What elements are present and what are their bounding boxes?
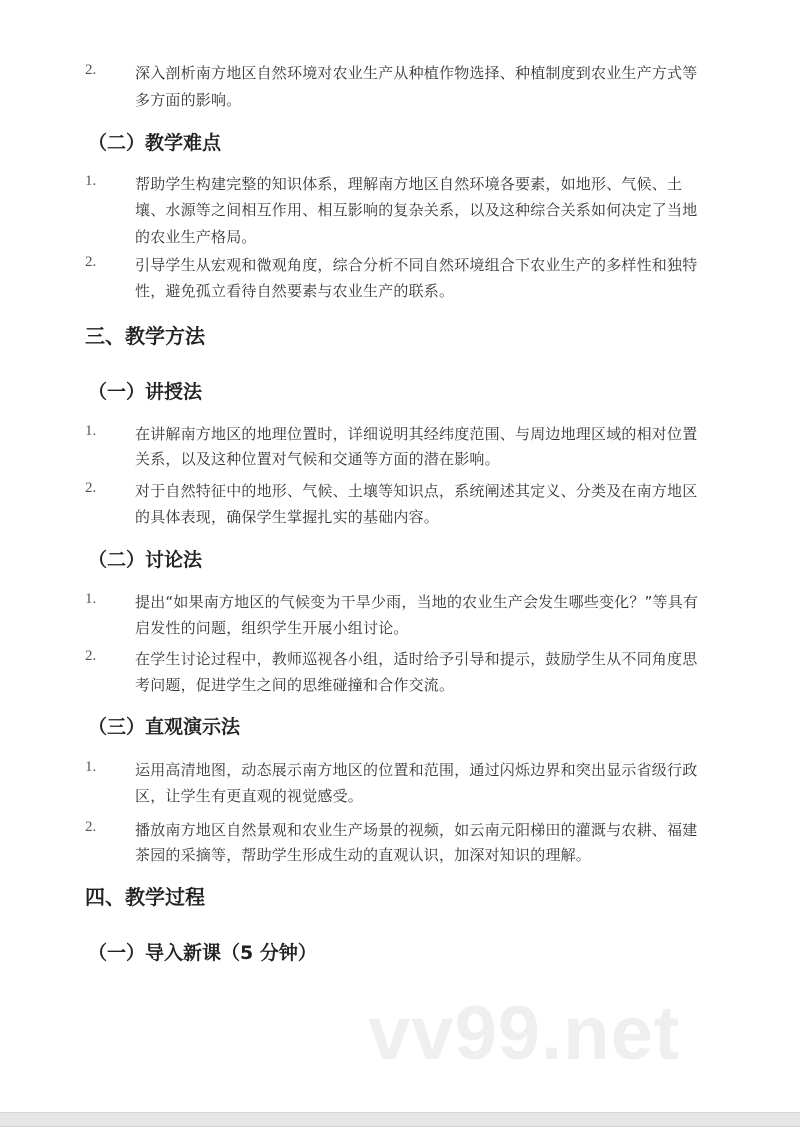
text-line: 运用高清地图，动态展示南方地区的位置和范围，通过闪烁边界和突出显示省级行政	[135, 761, 698, 779]
text-line: 多方面的影响。	[135, 91, 242, 109]
subheading-intro: （一）导入新课（5 分钟）	[88, 942, 317, 964]
text-line: 播放南方地区自然景观和农业生产场景的视频，如云南元阳梯田的灌溉与农耕、福建	[135, 821, 698, 839]
list-number: 1.	[85, 591, 97, 607]
text-line: 关系，以及这种位置对气候和交通等方面的潜在影响。	[135, 450, 500, 468]
text-line: 深入剖析南方地区自然环境对农业生产从种植作物选择、种植制度到农业生产方式等	[135, 64, 698, 82]
text-line: 壤、水源等之间相互作用、相互影响的复杂关系，以及这种综合关系如何决定了当地	[135, 201, 698, 219]
page-bottom-bar	[0, 1112, 800, 1127]
text-line: 的具体表现，确保学生掌握扎实的基础内容。	[135, 508, 440, 526]
text-line: 提出“如果南方地区的气候变为干旱少雨，当地的农业生产会发生哪些变化？”等具有	[135, 593, 699, 611]
text-line: 性，避免孤立看待自然要素与农业生产的联系。	[135, 282, 455, 300]
text-line: 区，让学生有更直观的视觉感受。	[135, 787, 364, 805]
text-line: 在讲解南方地区的地理位置时，详细说明其经纬度范围、与周边地理区域的相对位置	[135, 425, 698, 443]
subheading-discussion: （二）讨论法	[88, 549, 203, 571]
section-heading-methods: 三、教学方法	[85, 324, 205, 348]
text-line: 的农业生产格局。	[135, 228, 257, 246]
list-number: 2.	[85, 819, 97, 835]
subheading-demo: （三）直观演示法	[88, 716, 241, 738]
list-number: 1.	[85, 173, 97, 189]
text-line: 对于自然特征中的地形、气候、土壤等知识点，系统阐述其定义、分类及在南方地区	[135, 482, 698, 500]
list-number: 2.	[85, 62, 97, 78]
subheading-difficulty: （二）教学难点	[88, 132, 222, 154]
text-line: 茶园的采摘等，帮助学生形成生动的直观认识，加深对知识的理解。	[135, 846, 592, 864]
subheading-lecture: （一）讲授法	[88, 381, 203, 403]
text-line: 在学生讨论过程中，教师巡视各小组，适时给予引导和提示，鼓励学生从不同角度思	[135, 650, 698, 668]
text-line: 启发性的问题，组织学生开展小组讨论。	[135, 619, 409, 637]
section-heading-process: 四、教学过程	[85, 885, 205, 909]
text-line: 引导学生从宏观和微观角度，综合分析不同自然环境组合下农业生产的多样性和独特	[135, 256, 698, 274]
list-number: 2.	[85, 254, 97, 270]
list-number: 1.	[85, 423, 97, 439]
watermark: vv99.net	[368, 991, 681, 1076]
text-line: 帮助学生构建完整的知识体系，理解南方地区自然环境各要素，如地形、气候、土	[135, 175, 683, 193]
list-number: 2.	[85, 480, 97, 496]
list-number: 2.	[85, 648, 97, 664]
text-line: 考问题，促进学生之间的思维碰撞和合作交流。	[135, 676, 455, 694]
list-number: 1.	[85, 759, 97, 775]
